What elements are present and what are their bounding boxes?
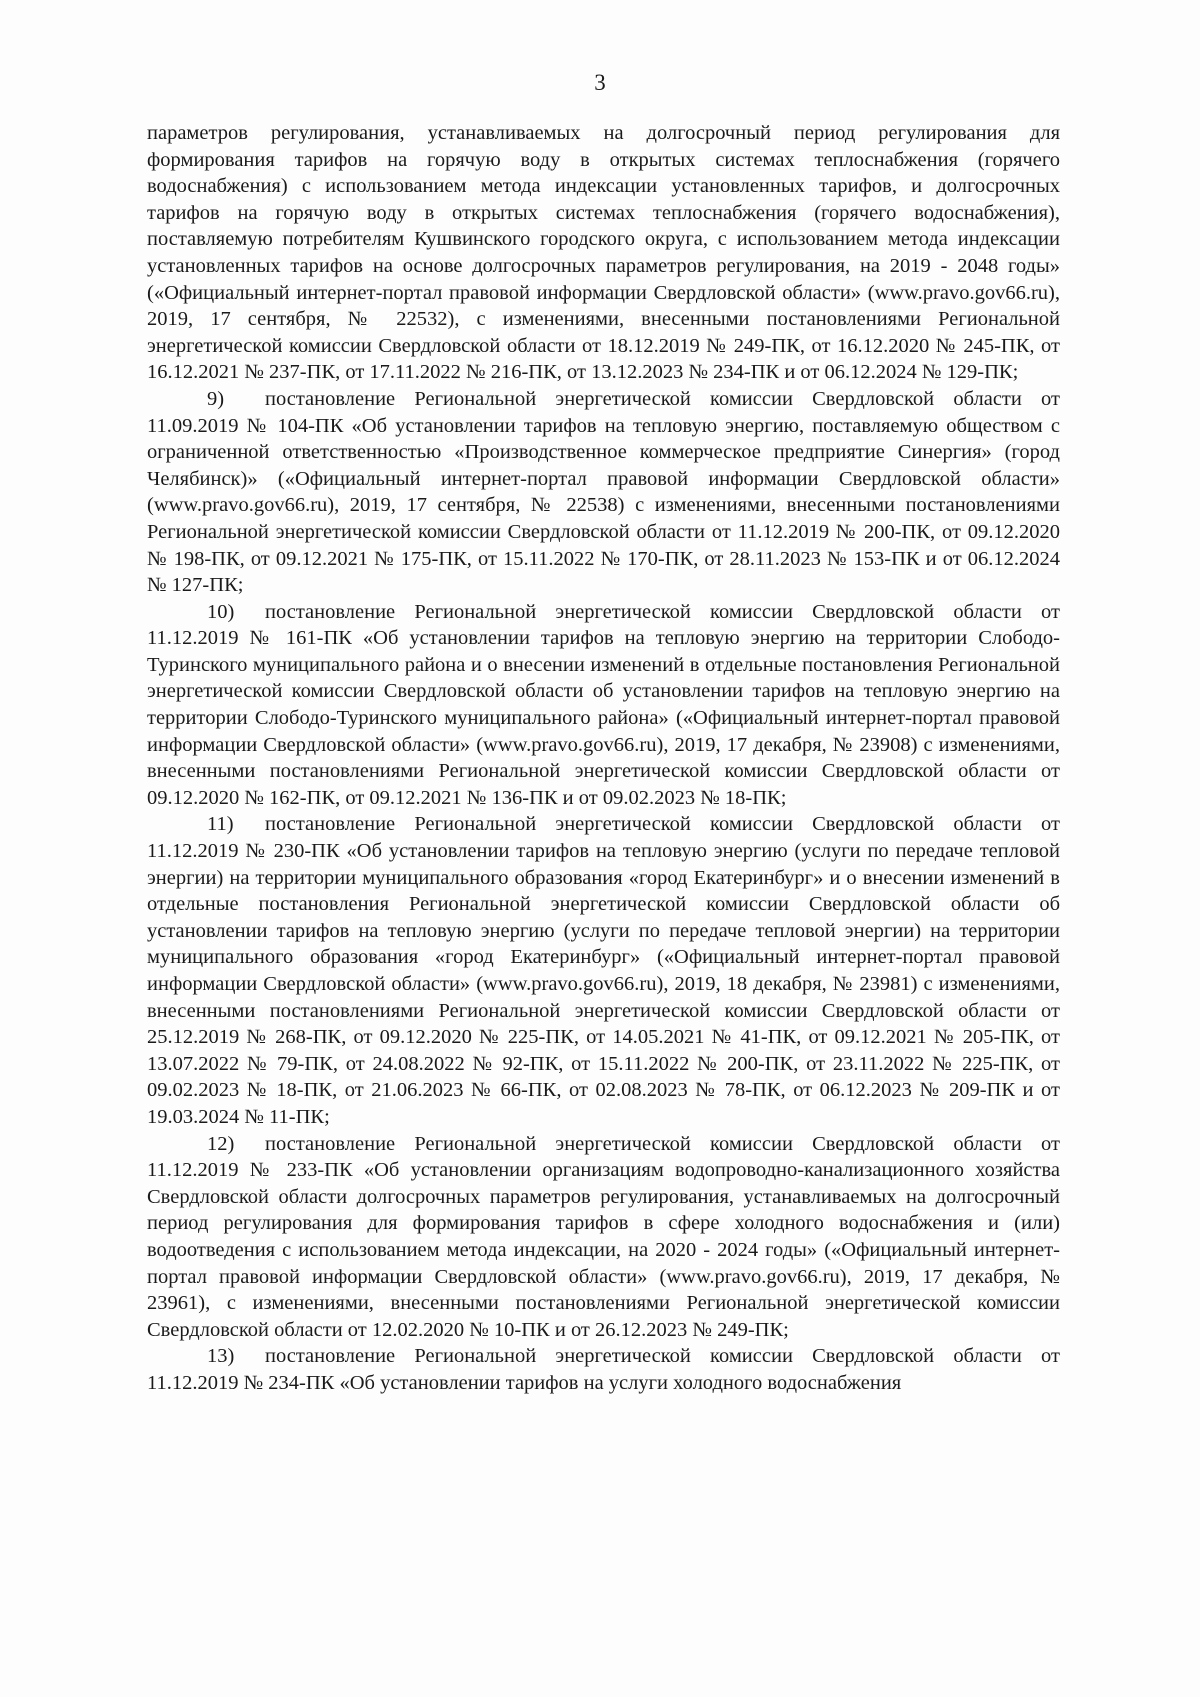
paragraph-text: постановление Региональной энергетической комиссии Свердловской области от 11.09.2019 № 104-ПК «Об установлении тарифов на тепловую энергию, поставляемую обществом с ограниченной ответственностью «Производственное коммерческое предприятие Синергия» (город Челябинск)» («Официальный интернет-портал правовой информации Свердловской области» (www.pravo.gov66.ru), 2019, 17 сентября, № 22538) с изменениями, внесенными постановлениями Региональной энергетической комиссии Свердловской области от 11.12.2019 № 200-ПК, от 09.12.2020 № 198-ПК, от 09.12.2021 № 175-ПК, от 15.11.2022 № 170-ПК, от 28.11.2023 № 153-ПК и от 06.12.2024 № 127-ПК; xyxy=(147,387,1060,597)
paragraph-text: постановление Региональной энергетической комиссии Свердловской области от 11.12.2019 № 230-ПК «Об установлении тарифов на тепловую энергию (услуги по передаче тепловой энергии) на территории муниципального образования «город Екатеринбург» и о внесении изменений в отдельные постановления Региональной энергетической комиссии Свердловской области об установлении тарифов на тепловую энергию (услуги по передаче тепловой энергии) на территории муниципального образования «город Екатеринбург» («Официальный интернет-портал правовой информации Свердловской области» (www.pravo.gov66.ru), 2019, 18 декабря, № 23981) с изменениями, внесенными постановлениями Региональной энергетической комиссии Свердловской области от 25.12.2019 № 268-ПК, от 09.12.2020 № 225-ПК, от 14.05.2021 № 41-ПК, от 09.12.2021 № 205-ПК, от 13.07.2022 № 79-ПК, от 24.08.2022 № 92-ПК, от 15.11.2022 № 200-ПК, от 23.11.2022 № 225-ПК, от 09.02.2023 № 18-ПК, от 21.06.2023 № 66-ПК, от 02.08.2023 № 78-ПК, от 06.12.2023 № 209-ПК и от 19.03.2024 № 11-ПК; xyxy=(147,813,1060,1128)
paragraph-text: постановление Региональной энергетической комиссии Свердловской области от 11.12.2019 № 234-ПК «Об установлении тарифов на услуги холодного водоснабжения xyxy=(147,1345,1060,1394)
list-item-10 xyxy=(147,599,1060,812)
list-item-13 xyxy=(147,1343,1060,1396)
paragraph-text: параметров регулирования, устанавливаемых на долгосрочный период регулирования для формирования тарифов на горячую воду в открытых системах теплоснабжения (горячего водоснабжения) с использованием метода индексации установленных тарифов, и долгосрочных тарифов на горячую воду в открытых системах теплоснабжения (горячего водоснабжения), поставляемую потребителям Кушвинского городского округа, с использованием метода индексации установленных тарифов на основе долгосрочных параметров регулирования, на 2019 - 2048 годы» («Официальный интернет-портал правовой информации Свердловской области» (www.pravo.gov66.ru), 2019, 17 сентября, № 22532), с изменениями, внесенными постановлениями Региональной энергетической комиссии Свердловской области от 18.12.2019 № 249-ПК, от 16.12.2020 № 245-ПК, от 16.12.2021 № 237-ПК, от 17.11.2022 № 216-ПК, от 13.12.2023 № 234-ПК и от 06.12.2024 № 129-ПК; xyxy=(147,122,1060,384)
item-number: 10) xyxy=(207,600,235,623)
list-item-9 xyxy=(147,386,1060,599)
item-number: 13) xyxy=(207,1345,235,1368)
page-number: 3 xyxy=(594,70,606,95)
item-number: 9) xyxy=(207,387,225,410)
paragraph-text: постановление Региональной энергетической комиссии Свердловской области от 11.12.2019 № 161-ПК «Об установлении тарифов на тепловую энергию на территории Слободо-Туринского муниципального района и о внесении изменений в отдельные постановления Региональной энергетической комиссии Свердловской области об установлении тарифов на тепловую энергию на территории Слободо-Туринского муниципального района» («Официальный интернет-портал правовой информации Свердловской области» (www.pravo.gov66.ru), 2019, 17 декабря, № 23908) с изменениями, внесенными постановлениями Региональной энергетической комиссии Свердловской области от 09.12.2020 № 162-ПК, от 09.12.2021 № 136-ПК и от 09.02.2023 № 18-ПК; xyxy=(147,600,1060,809)
list-item-11 xyxy=(147,811,1060,1130)
item-number: 11) xyxy=(207,813,234,836)
paragraph-continuation xyxy=(147,120,1060,386)
list-item-12 xyxy=(147,1131,1060,1344)
document-body xyxy=(147,120,1060,1397)
item-number: 12) xyxy=(207,1132,235,1155)
paragraph-text: постановление Региональной энергетической комиссии Свердловской области от 11.12.2019 № 233-ПК «Об установлении организациям водопроводно-канализационного хозяйства Свердловской области долгосрочных параметров регулирования, устанавливаемых на долгосрочный период регулирования для формирования тарифов в сфере холодного водоснабжения и (или) водоотведения с использованием метода индексации, на 2020 - 2024 годы» («Официальный интернет-портал правовой информации Свердловской области» (www.pravo.gov66.ru), 2019, 17 декабря, № 23961), с изменениями, внесенными постановлениями Региональной энергетической комиссии Свердловской области от 12.02.2020 № 10-ПК и от 26.12.2023 № 249-ПК; xyxy=(147,1132,1060,1341)
